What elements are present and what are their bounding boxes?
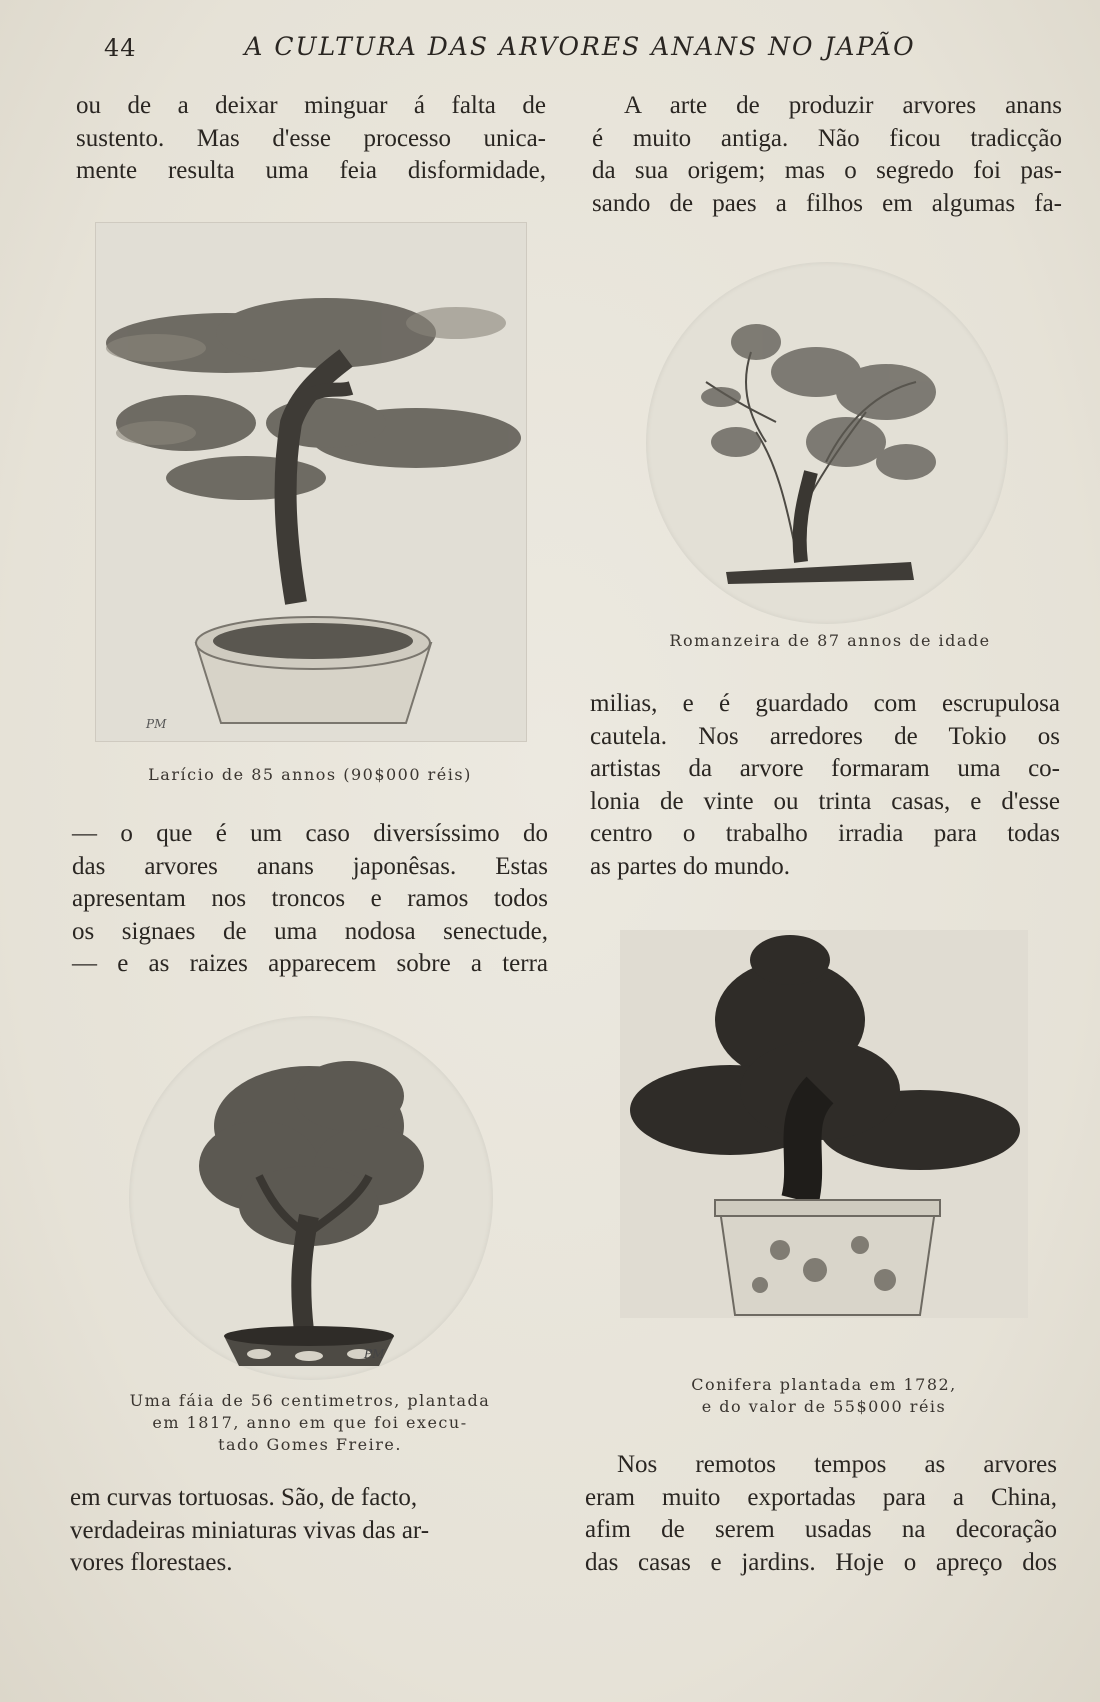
text-line: apresentam nos troncos e ramos todos <box>72 885 548 912</box>
text-line: em curvas tortuosas. São, de facto, <box>70 1484 418 1511</box>
right-text-block-3 <box>585 1449 1057 1579</box>
text-line: é muito antiga. Não ficou tradicção <box>592 124 1062 152</box>
text-line: afim de serem usadas na decoração <box>585 1516 1057 1543</box>
larch-caption: Larício de 85 annos (90$000 réis) <box>148 765 472 784</box>
pomegranate-photo <box>646 262 1008 624</box>
right-text-block-1 <box>592 90 1062 220</box>
text-line: Nos remotos tempos as arvores <box>617 1451 1057 1478</box>
text-line: centro o trabalho irradia para todas <box>590 820 1060 847</box>
text-line: verdadeiras miniaturas vivas das ar- <box>70 1516 430 1544</box>
caption-line: tado Gomes Freire. <box>218 1435 402 1454</box>
text-line: lonia de vinte ou trinta casas, e d'esse <box>590 787 1060 815</box>
conifer-caption <box>620 1374 1028 1418</box>
left-text-block-2 <box>72 818 548 981</box>
text-line: A arte de produzir arvores anans <box>624 92 1062 119</box>
text-line: milias, e é guardado com escrupulosa <box>590 690 1060 717</box>
text-line: artistas da arvore formaram uma co- <box>590 755 1060 782</box>
text-line: — o que é um caso diversíssimo do <box>72 820 548 847</box>
text-line: mente resulta uma feia disformidade, <box>76 157 546 184</box>
text-line: das arvores anans japonêsas. Estas <box>72 852 548 880</box>
caption-line: Uma fáia de 56 centimetros, plantada <box>129 1391 491 1410</box>
right-text-block-2 <box>590 688 1060 883</box>
running-title: A CULTURA DAS ARVORES ANANS NO JAPÃO <box>244 32 916 61</box>
text-line: — e as raizes apparecem sobre a terra <box>72 950 548 977</box>
beech-signature: PM <box>364 1347 385 1361</box>
text-line: as partes do mundo. <box>590 852 790 880</box>
beech-photo <box>129 1016 493 1380</box>
text-line: os signaes de uma nodosa senectude, <box>72 917 548 945</box>
larch-tree-illustration <box>96 223 526 741</box>
text-line: das casas e jardins. Hoje o apreço dos <box>585 1548 1057 1576</box>
larch-photo <box>95 222 527 742</box>
beech-tree-illustration <box>129 1016 493 1380</box>
text-line: sando de paes a filhos em algumas fa- <box>592 189 1062 217</box>
text-line: cautela. Nos arredores de Tokio os <box>590 722 1060 750</box>
text-line: vores florestaes. <box>70 1549 233 1576</box>
conifer-tree-illustration <box>620 930 1028 1318</box>
text-line: eram muito exportadas para a China, <box>585 1483 1057 1511</box>
pomegranate-caption: Romanzeira de 87 annos de idade <box>669 631 991 650</box>
text-line: ou de a deixar minguar á falta de <box>76 92 546 119</box>
text-line: sustento. Mas d'esse processo unica- <box>76 124 546 152</box>
page-number: 44 <box>104 34 137 62</box>
caption-line: em 1817, anno em que foi execu- <box>152 1413 468 1432</box>
caption-line: Conifera plantada em 1782, <box>691 1375 957 1394</box>
pomegranate-tree-illustration <box>646 262 1008 624</box>
left-text-block-1 <box>76 90 546 188</box>
text-line: da sua origem; mas o segredo foi pas- <box>592 157 1062 184</box>
larch-signature: PM <box>146 717 167 731</box>
conifer-photo <box>620 930 1028 1318</box>
left-text-block-3 <box>70 1482 548 1580</box>
beech-caption <box>110 1390 510 1456</box>
caption-line: e do valor de 55$000 réis <box>701 1397 947 1416</box>
